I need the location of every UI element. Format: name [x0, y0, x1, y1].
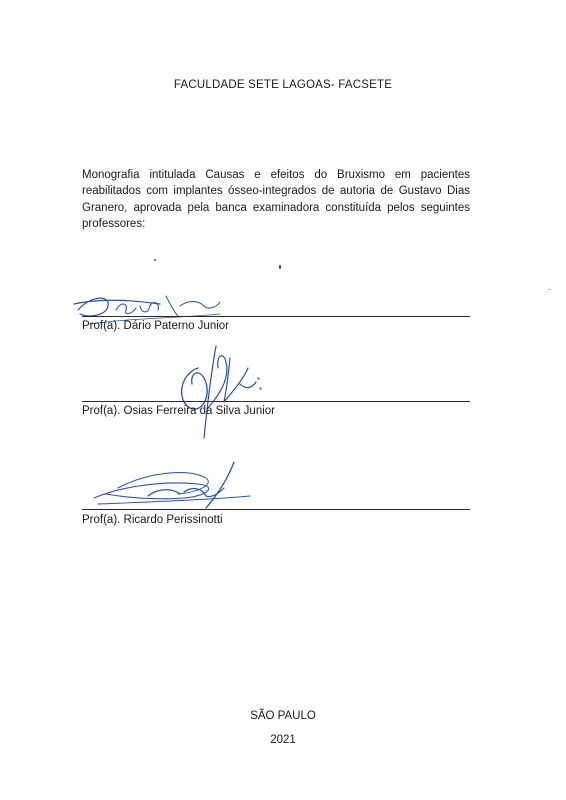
signature-line-2: [82, 401, 470, 402]
scan-speck: [279, 265, 281, 269]
year: 2021: [270, 734, 296, 746]
signature-line-1: [82, 316, 470, 317]
institution-heading: FACULDADE SETE LAGOAS- FACSETE: [173, 79, 393, 91]
signature-2: [168, 338, 268, 448]
examiner-name-3: Prof(a). Ricardo Perissinotti: [82, 514, 223, 526]
examiner-name-1: Prof(a). Dário Paterno Junior: [82, 320, 230, 332]
city: SÃO PAULO: [250, 710, 316, 722]
signature-line-3: [82, 509, 470, 510]
scan-speck: [154, 259, 156, 261]
examiner-name-2: Prof(a). Osias Ferreira da Silva Junior: [82, 405, 276, 417]
approval-paragraph: Monografia intitulada Causas e efeitos do Bruxismo em pacientes reabilitados com implantes ósseo-integrados de autoria de Gustavo Dias Granero, aprovada pela banca examinadora constituída pelos seguintes professores:: [82, 169, 470, 230]
scan-speck: [548, 289, 551, 290]
